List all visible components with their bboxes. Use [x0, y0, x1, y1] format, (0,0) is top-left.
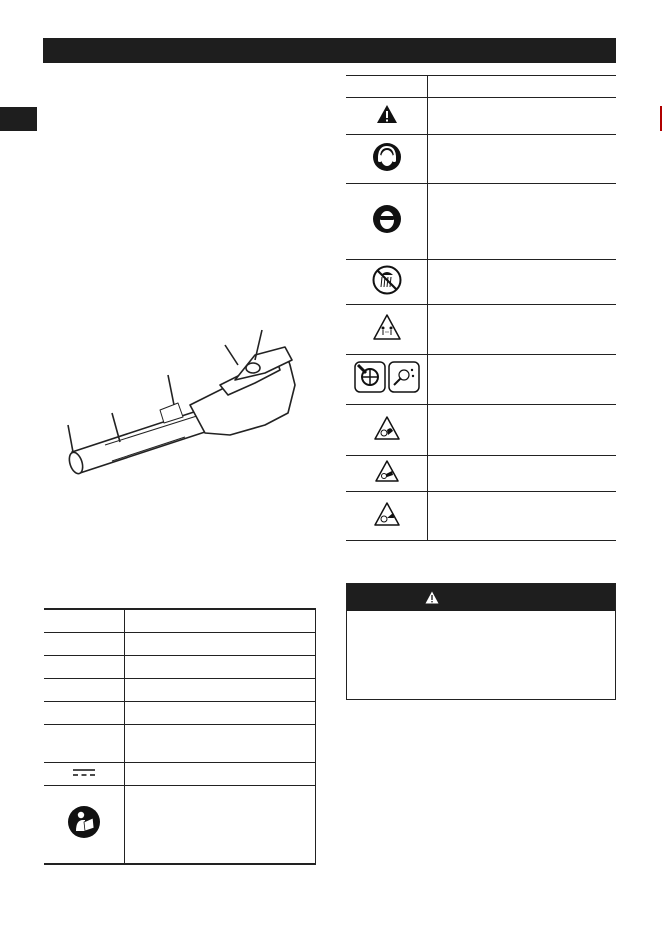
- jewelry-entanglement-icon: [374, 502, 400, 526]
- spec-label-cell: [44, 656, 125, 679]
- section-header-bar: [43, 38, 616, 63]
- symbol-description-cell: [428, 305, 617, 355]
- symbol-header-cell: [346, 76, 428, 98]
- symbol-description-cell: [428, 135, 617, 184]
- spec-value-cell: [125, 725, 316, 763]
- symbol-description-cell: [428, 492, 617, 541]
- bystanders-away-icon: [373, 314, 401, 340]
- spec-label-cell: [44, 609, 125, 633]
- symbol-description-cell: [428, 355, 617, 405]
- hair-entanglement-icon: [374, 416, 400, 440]
- symbol-cell: [346, 405, 428, 456]
- warning-triangle-icon: [425, 591, 439, 604]
- symbol-description-cell: [428, 98, 617, 135]
- read-manual-symbol-cell: [44, 786, 125, 865]
- spec-value-cell: [125, 763, 316, 786]
- spec-label-cell: [44, 702, 125, 725]
- leaf-blower-illustration: [50, 325, 310, 485]
- table-row: [44, 725, 316, 763]
- rotating-fan-icon: [354, 360, 420, 394]
- symbols-table: [346, 75, 616, 541]
- loose-clothing-icon: [375, 460, 399, 482]
- description-header-cell: [428, 76, 617, 98]
- table-row: [346, 135, 616, 184]
- spec-value-cell: [125, 633, 316, 656]
- direct-current-icon: [72, 768, 96, 778]
- table-row: [346, 260, 616, 305]
- no-rain-icon: [372, 265, 402, 295]
- symbol-cell: [346, 456, 428, 492]
- spec-value-cell: [125, 786, 316, 865]
- spec-label-cell: [44, 679, 125, 702]
- symbol-cell: [346, 305, 428, 355]
- spec-value-cell: [125, 679, 316, 702]
- eye-protection-icon: [372, 204, 402, 234]
- table-row: [346, 305, 616, 355]
- table-row: [346, 355, 616, 405]
- spec-label-cell: [44, 633, 125, 656]
- symbol-cell: [346, 135, 428, 184]
- symbol-cell: [346, 98, 428, 135]
- symbol-description-cell: [428, 456, 617, 492]
- table-row: [346, 98, 616, 135]
- table-row: [44, 656, 316, 679]
- symbol-cell: [346, 184, 428, 260]
- spec-value-cell: [125, 656, 316, 679]
- table-row: [44, 786, 316, 865]
- table-row: [346, 76, 616, 98]
- warning-heading-bar: [347, 584, 615, 611]
- spec-value-cell: [125, 702, 316, 725]
- language-side-tab: [0, 107, 37, 131]
- specifications-table: [44, 608, 316, 865]
- symbol-description-cell: [428, 184, 617, 260]
- table-row: [346, 456, 616, 492]
- warning-triangle-icon: [376, 104, 398, 124]
- table-row: [44, 633, 316, 656]
- table-row: [346, 405, 616, 456]
- warning-box: [346, 583, 616, 700]
- direct-current-symbol-cell: [44, 763, 125, 786]
- symbol-cell: [346, 260, 428, 305]
- symbol-cell: [346, 492, 428, 541]
- spec-label-cell: [44, 725, 125, 763]
- table-row: [44, 609, 316, 633]
- symbol-description-cell: [428, 405, 617, 456]
- table-row: [44, 702, 316, 725]
- spec-value-cell: [125, 609, 316, 633]
- table-row: [44, 763, 316, 786]
- symbol-cell: [346, 355, 428, 405]
- table-row: [346, 184, 616, 260]
- symbol-description-cell: [428, 260, 617, 305]
- table-row: [44, 679, 316, 702]
- table-row: [346, 492, 616, 541]
- read-manual-icon: [67, 805, 101, 839]
- hearing-protection-icon: [372, 142, 402, 172]
